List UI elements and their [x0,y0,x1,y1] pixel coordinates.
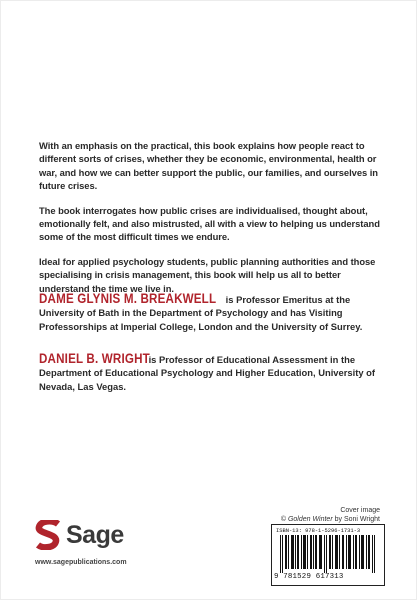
author-bio-text-1: is Professor Emeritus at the University of Bath in the Department of Psychology and has Visiting Professorships at Imperial College, London and the University of Surrey. [39,294,363,332]
cover-credit [281,506,380,524]
cover-image-title: Golden Winter [287,516,333,523]
sage-s-icon [35,520,61,550]
barcode-digits: 9 781529 617313 [274,573,344,581]
isbn-label: ISBN-13: 978-1-5296-1731-3 [276,528,361,534]
author-bio-2 [39,352,385,393]
author-name-1: DAME GLYNIS M. BREAKWELL [39,291,217,306]
author-name-2: DANIEL B. WRIGHT [39,351,150,366]
publisher-website: www.sagepublications.com [35,559,127,566]
blurb-paragraph-2: The book interrogates how public crises are individualised, thought about, emotionally felt, and also mistrusted, all with a view to helping us understand some of the most difficult times we endure. [39,204,380,243]
author-bio-1 [39,292,385,333]
cover-credit-line: © Golden Winter by Soni Wright [280,516,380,523]
cover-credit-label: Cover image [340,507,380,514]
isbn-barcode [271,524,385,586]
publisher-logo [35,518,124,552]
publisher-logo-word: Sage [66,520,124,549]
barcode-icon [280,535,376,573]
blurb-paragraph-1: With an emphasis on the practical, this book explains how people react to different sorts of crises, whether they be economic, environmental, health or war, and how we can better support the public, our families, and ourselves in future crises. [39,140,378,192]
blurb [39,139,385,306]
author-bio-text-2: is Professor of Educational Assessment in the Department of Educational Psychology and Higher Education, University of Nevada, Las Vegas. [39,354,375,392]
blurb-paragraph-3: Ideal for applied psychology students, public planning authorities and those specialising in crisis management, this book will help us all to better understand the time we live in. [39,255,376,294]
